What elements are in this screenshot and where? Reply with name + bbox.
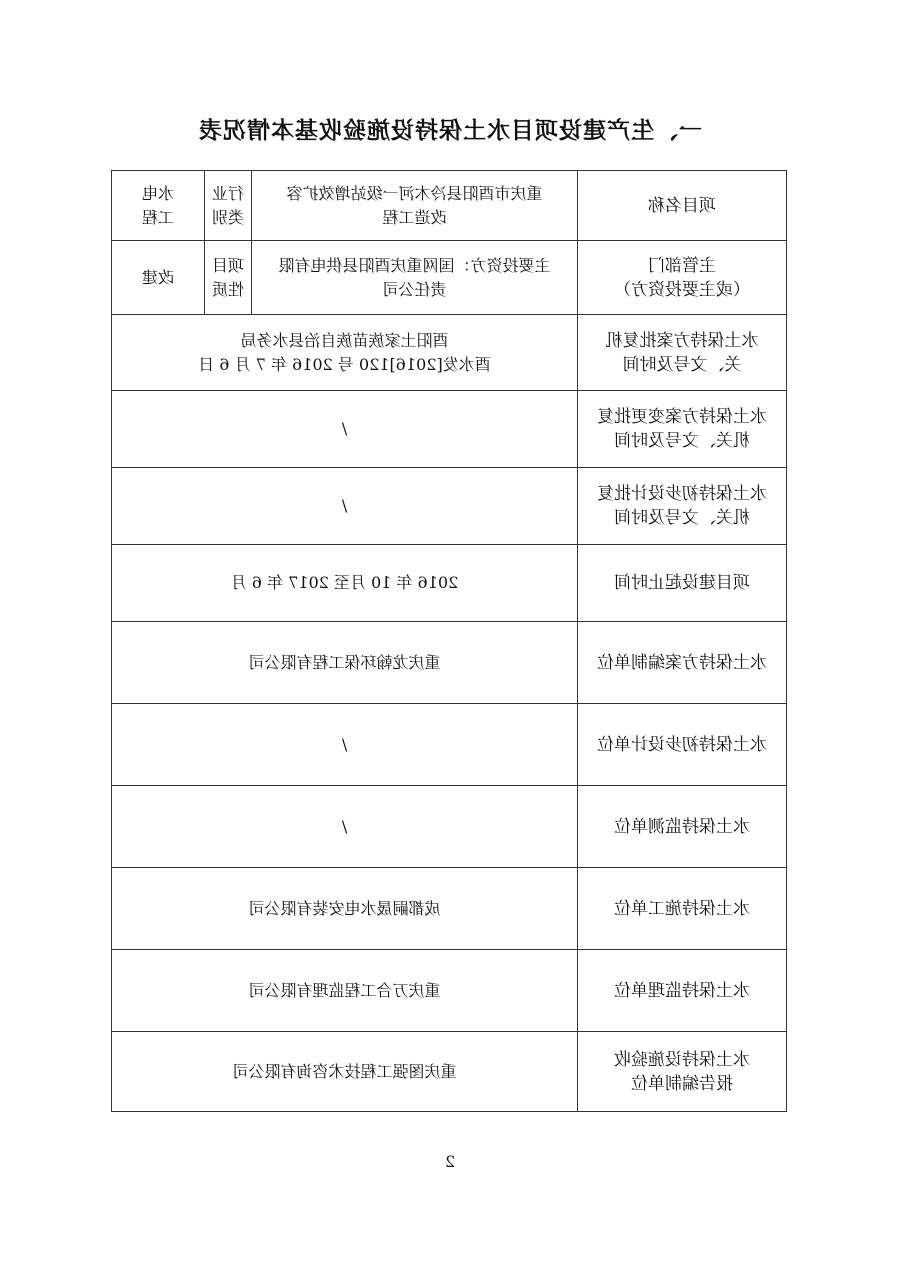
supervision-unit-value: 重庆万合工程监理有限公司 [112, 950, 578, 1032]
table-row [112, 391, 787, 468]
project-nature-value: 改建 [112, 241, 205, 315]
design-unit-value: / [112, 704, 578, 786]
plan-preparer-value: 重庆龙翰环保工程有限公司 [112, 622, 578, 704]
table-row [112, 545, 787, 622]
industry-label: 行业 类别 [205, 171, 252, 241]
plan-approval-value: 酉阳土家族苗族自治县水务局 酉水发[2016]120 号 2016 年 7 月 6 日 [112, 315, 578, 391]
construction-unit-value: 成都嗣晟水电安装有限公司 [112, 868, 578, 950]
prelim-design-approval-value: / [112, 468, 578, 545]
page-title: 一、生产建设项目水土保持设施验收基本情况表 [198, 118, 702, 144]
table-row [112, 704, 787, 786]
monitoring-unit-label: 水土保持监测单位 [578, 786, 787, 868]
table-row [112, 1032, 787, 1112]
construction-period-label: 项目建设起止时间 [578, 545, 787, 622]
page-number: 2 [444, 1152, 456, 1171]
department-value: 主要投资方：国网重庆酉阳县供电有限 责任公司 [252, 241, 578, 315]
department-label: 主管部门 （或主要投资方） [578, 241, 787, 315]
acceptance-report-unit-value: 重庆图强工程技术咨询有限公司 [112, 1032, 578, 1112]
plan-change-label: 水土保持方案变更批复 机关、文号及时间 [578, 391, 787, 468]
table-row [112, 315, 787, 391]
table-row [112, 950, 787, 1032]
project-name-value: 重庆市酉阳县冷木河一级站增效扩容 改造工程 [252, 171, 578, 241]
table-row [112, 868, 787, 950]
project-nature-label: 项目 性质 [205, 241, 252, 315]
plan-preparer-label: 水土保持方案编制单位 [578, 622, 787, 704]
monitoring-unit-value: / [112, 786, 578, 868]
supervision-unit-label: 水土保持监理单位 [578, 950, 787, 1032]
construction-period-value: 2016 年 10 月至 2017 年 6 月 [112, 545, 578, 622]
plan-approval-label: 水土保持方案批复机 关、文号及时间 [578, 315, 787, 391]
design-unit-label: 水土保持初步设计单位 [578, 704, 787, 786]
project-name-label: 项目名称 [578, 171, 787, 241]
info-table [111, 170, 787, 1112]
construction-unit-label: 水土保持施工单位 [578, 868, 787, 950]
prelim-design-approval-label: 水土保持初步设计批复 机关、文号及时间 [578, 468, 787, 545]
industry-value: 水电 工程 [112, 171, 205, 241]
table-row [112, 622, 787, 704]
plan-change-value: / [112, 391, 578, 468]
table-row [112, 241, 787, 315]
table-row [112, 171, 787, 241]
table-row [112, 468, 787, 545]
table-row [112, 786, 787, 868]
acceptance-report-unit-label: 水土保持设施验收 报告编制单位 [578, 1032, 787, 1112]
